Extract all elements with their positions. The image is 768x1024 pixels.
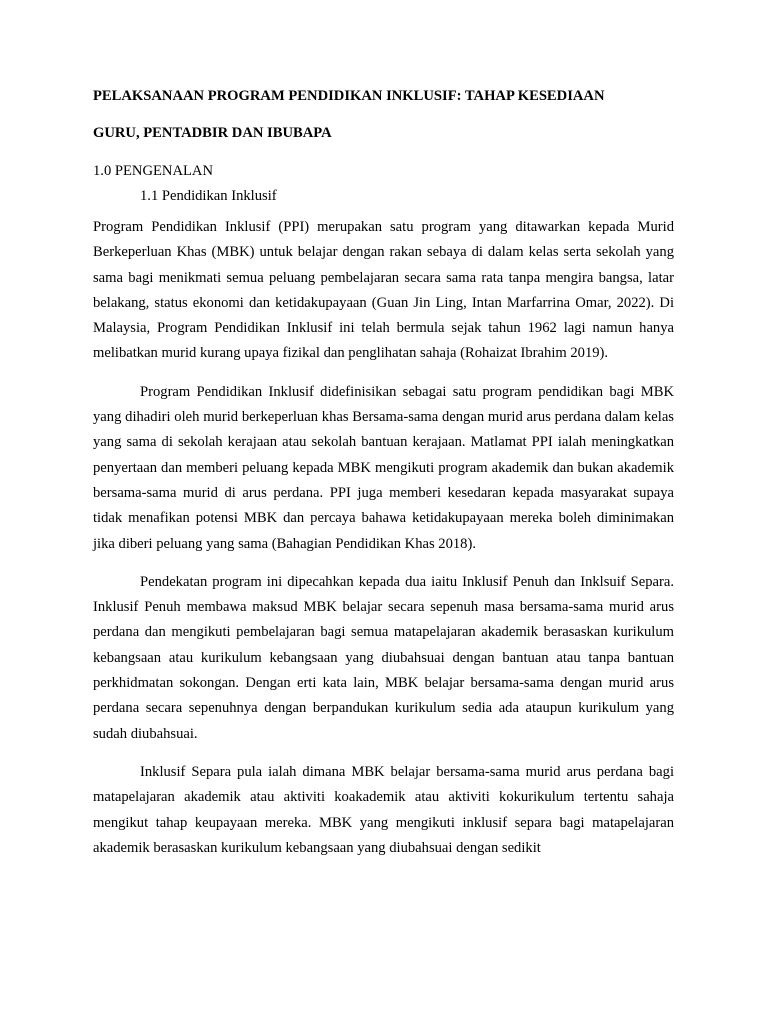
paragraph-2: Program Pendidikan Inklusif didefinisikan sebagai satu program pendidikan bagi MBK yang dihadiri oleh murid berkeperluan khas Bersama-sama dengan murid arus perdana dalam kelas yang sama di sekolah kerajaan atau sekolah bantuan kerajaan. Matlamat PPI ialah meningkatkan penyertaan dan memberi peluang kepada MBK mengikuti program akademik dan bukan akademik bersama-sama murid di arus perdana. PPI juga memberi kesedaran kepada masyarakat supaya tidak menafikan potensi MBK dan percaya bahawa ketidakupayaan mereka boleh diminimakan jika diberi peluang yang sama (Bahagian Pendidikan Khas 2018).: [93, 383, 674, 552]
subsection-heading: 1.1 Pendidikan Inklusif: [140, 188, 277, 204]
section-heading: 1.0 PENGENALAN: [93, 163, 213, 179]
paragraph-3: Pendekatan program ini dipecahkan kepada dua iaitu Inklusif Penuh dan Inklsuif Separa. Inklusif Penuh membawa maksud MBK belajar secara sepenuh masa bersama-sama murid arus perdana dan mengikuti pembelajaran bagi semua matapelajaran akademik berasaskan kurikulum kebangsaan atau kurikulum kebangsaan yang diubahsuai dengan bantuan atau tanpa bantuan perkhidmatan sokongan. Dengan erti kata lain, MBK belajar bersama-sama dengan murid arus perdana secara sepenuhnya dengan berpandukan kurikulum sedia ada ataupun kurikulum yang sudah diubahsuai.: [93, 573, 674, 742]
paragraph-4: Inklusif Separa pula ialah dimana MBK belajar bersama-sama murid arus perdana bagi matapelajaran akademik atau aktiviti koakademik atau aktiviti kokurikulum tertentu sahaja mengikut tahap keupayaan mereka. MBK yang mengikuti inklusif separa bagi matapelajaran akademik berasaskan kurikulum kebangsaan yang diubahsuai dengan sedikit: [93, 763, 674, 856]
document-title-line-1: PELAKSANAAN PROGRAM PENDIDIKAN INKLUSIF: TAHAP KESEDIAAN: [93, 88, 605, 104]
document-title-line-2: GURU, PENTADBIR DAN IBUBAPA: [93, 125, 332, 141]
document-page: [93, 84, 674, 874]
paragraph-1: Program Pendidikan Inklusif (PPI) merupakan satu program yang ditawarkan kepada Murid Berkeperluan Khas (MBK) untuk belajar dengan rakan sebaya di dalam kelas serta sekolah yang sama bagi menikmati semua peluang pembelajaran secara sama rata tanpa mengira bangsa, latar belakang, status ekonomi dan ketidakupayaan (Guan Jin Ling, Intan Marfarrina Omar, 2022). Di Malaysia, Program Pendidikan Inklusif ini telah bermula sejak tahun 1962 lagi namun hanya melibatkan murid kurang upaya fizikal dan penglihatan sahaja (Rohaizat Ibrahim 2019).: [93, 219, 674, 362]
